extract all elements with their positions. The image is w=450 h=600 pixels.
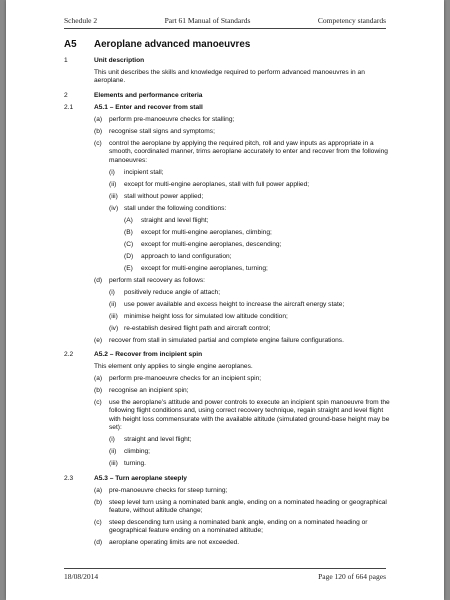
list-item — [64, 140, 394, 165]
list-item — [64, 217, 394, 225]
item-number: (d) — [94, 276, 103, 284]
item-text: This element only applies to single engine aeroplanes. — [94, 363, 253, 371]
item-text: approach to land configuration; — [141, 252, 232, 260]
section-heading-1 — [64, 57, 394, 65]
list-item — [64, 460, 394, 468]
list-item — [64, 499, 394, 516]
item-text: incipient stall; — [124, 168, 164, 176]
item-number: (iv) — [109, 324, 119, 332]
list-item — [64, 436, 394, 444]
item-text: A5.2 – Recover from incipient spin — [94, 351, 203, 359]
item-text: A5.1 – Enter and recover from stall — [94, 103, 203, 111]
item-text: re-establish desired flight path and aircraft control; — [124, 324, 271, 332]
item-text: perform stall recovery as follows: — [109, 276, 206, 284]
item-text: This unit describes the skills and knowledge required to perform advanced manoeuvres in an aeroplane. — [94, 69, 365, 85]
item-number: (B) — [124, 228, 133, 236]
list-item — [64, 337, 394, 345]
item-text: use the aeroplane’s attitude and power controls to execute an incipient spin manoeuvre from the following flight conditions and, using correct recovery technique, regain straight and level flight with height loss commensurate with the available altitude (simulated ground-base height may be set): — [109, 399, 390, 432]
list-item — [64, 229, 394, 237]
element-intro — [64, 363, 394, 371]
list-item — [64, 289, 394, 297]
page-footer — [64, 568, 386, 581]
list-item — [64, 313, 394, 321]
element-heading-a5-2 — [64, 351, 394, 359]
page-header — [64, 16, 386, 29]
list-item — [64, 387, 394, 395]
list-item — [64, 539, 394, 547]
item-number: (c) — [94, 399, 102, 407]
item-text: except for multi-engine aeroplanes, climbing; — [141, 228, 272, 236]
item-number: (iv) — [109, 204, 119, 212]
item-number: 2 — [64, 91, 68, 99]
list-item — [64, 116, 394, 124]
item-text: straight and level flight; — [124, 436, 192, 444]
item-text: perform pre-manoeuvre checks for stalling; — [109, 115, 235, 123]
list-item — [64, 205, 394, 213]
list-item — [64, 241, 394, 249]
item-text: minimise height loss for simulated low altitude condition; — [124, 312, 288, 320]
item-number: 2.2 — [64, 351, 74, 359]
item-text: recover from stall in simulated partial and complete engine failure configurations. — [109, 336, 344, 344]
item-number: (a) — [94, 486, 103, 494]
list-item — [64, 277, 394, 285]
item-number: 2.3 — [64, 474, 74, 482]
item-number: (b) — [94, 498, 103, 506]
item-number: (e) — [94, 336, 103, 344]
item-number: (b) — [94, 127, 103, 135]
list-item — [64, 375, 394, 383]
header-schedule: Schedule 2 — [64, 16, 98, 25]
item-text: pre-manoeuvre checks for steep turning; — [109, 486, 228, 494]
item-number: (ii) — [109, 180, 117, 188]
item-text: A5.3 – Turn aeroplane steeply — [94, 474, 187, 482]
item-number: 1 — [64, 57, 68, 64]
item-number: (i) — [109, 168, 115, 176]
item-number: (iii) — [109, 460, 118, 468]
list-item — [64, 519, 394, 536]
unit-title-text: Aeroplane advanced manoeuvres — [94, 39, 251, 50]
list-item — [64, 169, 394, 177]
item-number: (D) — [124, 252, 134, 260]
item-number: (i) — [109, 288, 115, 296]
section-heading-2 — [64, 92, 394, 100]
item-number: (ii) — [109, 300, 117, 308]
header-manual-title: Part 61 Manual of Standards — [164, 16, 251, 25]
item-text: except for multi-engine aeroplanes, descending; — [141, 240, 282, 248]
list-item — [64, 487, 394, 495]
item-number: (ii) — [109, 448, 117, 456]
item-number: (C) — [124, 240, 134, 248]
list-item — [64, 128, 394, 136]
item-number: (b) — [94, 387, 103, 395]
list-item — [64, 181, 394, 189]
item-text: steep descending turn using a nominated bank angle, ending on a nominated heading or geographical feature ending on a nominated altitude; — [109, 519, 368, 535]
footer-date: 18/08/2014 — [64, 572, 99, 581]
unit-code: A5 — [64, 39, 77, 50]
item-text: Unit description — [94, 57, 145, 64]
list-item — [64, 265, 394, 273]
document-page — [6, 0, 444, 600]
item-text: recognise stall signs and symptoms; — [109, 127, 215, 135]
item-text: climbing; — [124, 448, 151, 456]
item-number: (iii) — [109, 192, 118, 200]
item-text: Elements and performance criteria — [94, 91, 203, 99]
item-number: (E) — [124, 264, 133, 272]
item-number: (c) — [94, 139, 102, 147]
item-number: (i) — [109, 436, 115, 444]
page-content — [64, 30, 394, 548]
item-text: turning. — [124, 460, 146, 468]
list-item — [64, 301, 394, 309]
item-number: (A) — [124, 216, 133, 224]
list-item — [64, 448, 394, 456]
item-number: 2.1 — [64, 103, 74, 111]
footer-page-number: Page 120 of 664 pages — [318, 572, 386, 581]
unit-description-text — [64, 69, 394, 86]
item-text: straight and level flight; — [141, 216, 209, 224]
item-text: control the aeroplane by applying the required pitch, roll and yaw inputs as appropriate in a smooth, coordinated manner, trims aeroplane accurately to enter and recover from the following manoeuvres: — [109, 139, 388, 164]
item-text: except for multi-engine aeroplanes, turning; — [141, 264, 268, 272]
header-section: Competency standards — [317, 16, 386, 25]
item-number: (a) — [94, 375, 103, 383]
item-text: except for multi-engine aeroplanes, stall with full power applied; — [124, 180, 310, 188]
element-heading-a5-1 — [64, 104, 394, 112]
item-text: stall without power applied; — [124, 192, 204, 200]
list-item — [64, 253, 394, 261]
item-number: (d) — [94, 539, 103, 547]
item-text: steep level turn using a nominated bank angle, ending on a nominated heading or geographical feature, without altitude change; — [109, 498, 387, 515]
item-text: use power available and excess height to increase the aircraft energy state; — [124, 300, 345, 308]
list-item — [64, 325, 394, 333]
item-text: positively reduce angle of attach; — [124, 288, 221, 296]
element-heading-a5-3 — [64, 475, 394, 483]
unit-title — [64, 39, 394, 51]
item-number: (c) — [94, 519, 102, 527]
item-text: stall under the following conditions: — [124, 204, 227, 212]
item-number: (iii) — [109, 312, 118, 320]
item-text: aeroplane operating limits are not exceeded. — [109, 539, 240, 547]
item-text: recognise an incipient spin; — [109, 387, 189, 395]
list-item — [64, 399, 394, 433]
list-item — [64, 193, 394, 201]
item-text: perform pre-manoeuvre checks for an incipient spin; — [109, 375, 262, 383]
item-number: (a) — [94, 115, 103, 123]
